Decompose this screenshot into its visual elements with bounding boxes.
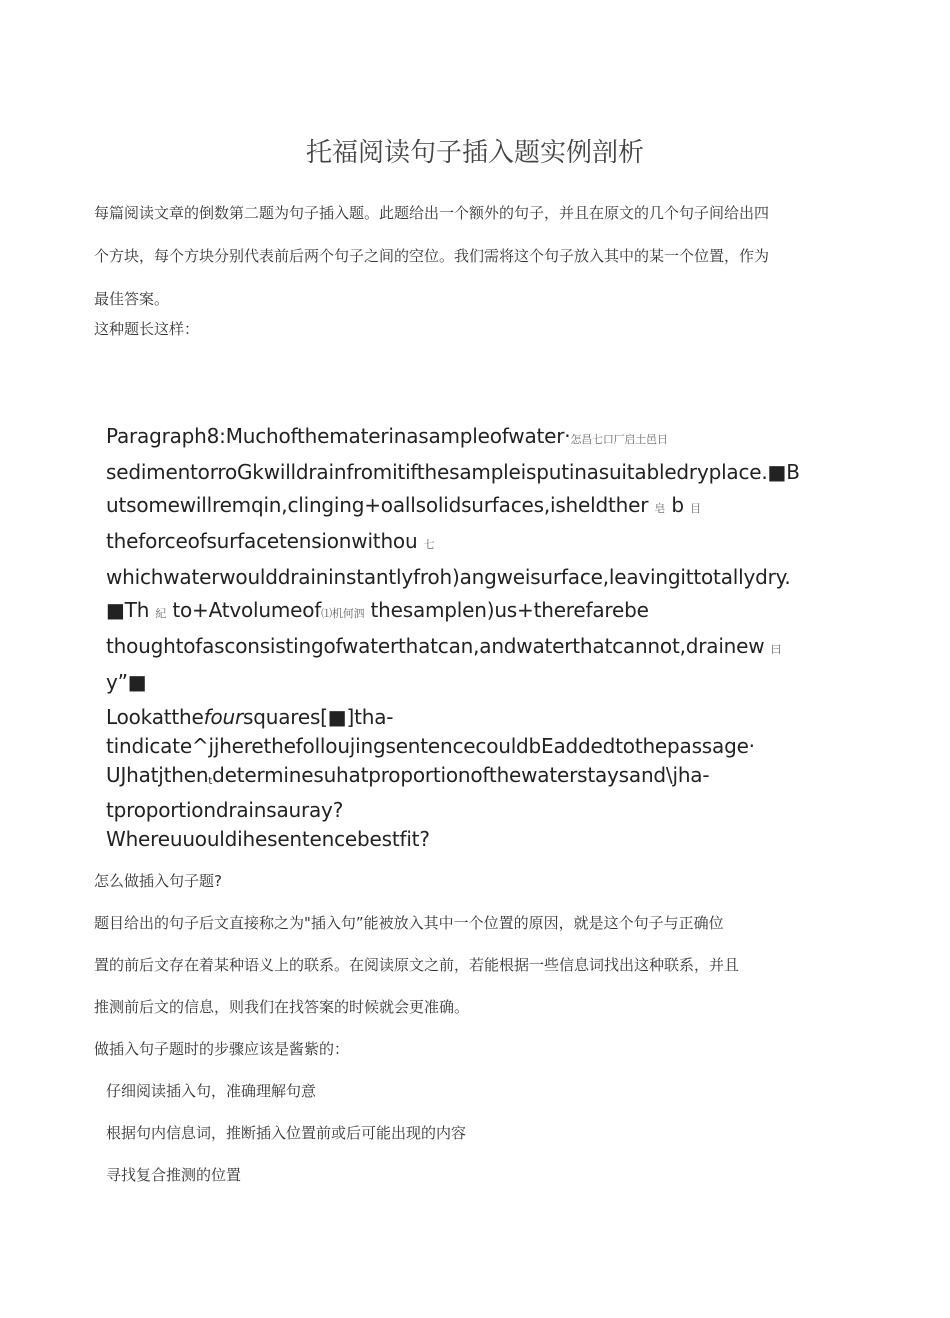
question-line [106, 761, 826, 796]
intro-line: 个方块，每个方块分别代表前后两个句子之间的空位。我们需将这个句子放入其中的某一个位置，作为 [94, 247, 770, 265]
sample-question [106, 703, 826, 854]
step-item: 仔细阅读插入句，准确理解句意 [106, 1082, 317, 1100]
garbled-text: 七 [423, 538, 435, 551]
passage-text: b [671, 493, 684, 517]
question-text: Lookatthe [106, 705, 204, 729]
passage-line: sedimentorroGkwilldrainfromitifthesampleisputinasuitabledryplace.■B [106, 460, 800, 484]
passage-text: thoughtofasconsistingofwaterthatcan,andwaterthatcannot,drainew [106, 634, 765, 658]
passage-line [106, 525, 851, 561]
question-text: determinesuhatproportionofthewaterstaysand\jha- [212, 763, 710, 787]
sample-passage [106, 420, 851, 699]
page-title: 托福阅读句子插入题实例剖析 [305, 138, 644, 168]
passage-text: thesamplen)us+therefarebe [370, 598, 649, 622]
passage-text: ■Th [106, 598, 150, 622]
question-subscript: t [208, 776, 213, 787]
section-heading: 怎么做插入句子题? [94, 872, 222, 890]
how-to-section [94, 860, 854, 1070]
passage-line [106, 420, 851, 456]
body-line: 题目给出的句子后文直接称之为"插入句”能被放入其中一个位置的原因，就是这个句子与正确位 [94, 914, 724, 932]
passage-text: utsomewillremqin,clinging+oallsolidsurfaces,isheldther [106, 493, 649, 517]
question-emphasis: four [203, 705, 244, 729]
passage-line [106, 489, 851, 525]
steps-intro: 做插入句子题时的步骤应该是酱紫的： [94, 1040, 350, 1058]
question-line: tindicate^jjherethefolloujingsentencecouldbEaddedtothepassage· [106, 734, 755, 758]
step-item: 寻找复合推测的位置 [106, 1166, 242, 1184]
garbled-text: 怎昌七口厂启土邑日 [570, 433, 668, 446]
garbled-text: 皂 [654, 502, 666, 515]
passage-line: whichwaterwoulddraininstantlyfroh)angweisurface,leavingittotallydry. [106, 565, 791, 589]
garbled-text: 曰 [770, 643, 782, 656]
intro-line: 每篇阅读文章的倒数第二题为句子插入题。此题给出一个额外的句子，并且在原文的几个句子间给出四 [94, 204, 770, 222]
passage-line: y”■ [106, 670, 147, 694]
passage-text: theforceofsurfacetensionwithou [106, 529, 418, 553]
passage-text: to+Atvolumeof [172, 598, 322, 622]
question-line: Whereuuouldihesentencebestfit? [106, 827, 430, 851]
step-item: 根据句内信息词，推断插入位置前或后可能出现的内容 [106, 1124, 467, 1142]
question-line [106, 703, 826, 732]
passage-line [106, 630, 851, 666]
garbled-text: ⑴机何泗 [321, 607, 365, 620]
question-line: tproportiondrainsauray? [106, 798, 344, 822]
garbled-text: 紀 [155, 607, 167, 620]
intro-line: 最佳答案。 [94, 290, 170, 308]
question-text: UJhatjthen [106, 763, 209, 787]
passage-text: Paragraph8:Muchofthematerinasampleofwater· [106, 424, 571, 448]
sample-label: 这种题长这样： [94, 320, 200, 338]
body-line: 置的前后文存在着某种语义上的联系。在阅读原文之前，若能根据一些信息词找出这种联系，并且 [94, 956, 740, 974]
passage-line [106, 594, 851, 630]
intro-paragraph [94, 192, 854, 321]
body-line: 推测前后文的信息，则我们在找答案的时候就会更准确。 [94, 998, 470, 1016]
steps-list [106, 1070, 466, 1196]
garbled-text: 目 [690, 502, 701, 515]
question-text: squares[■]tha- [243, 705, 394, 729]
